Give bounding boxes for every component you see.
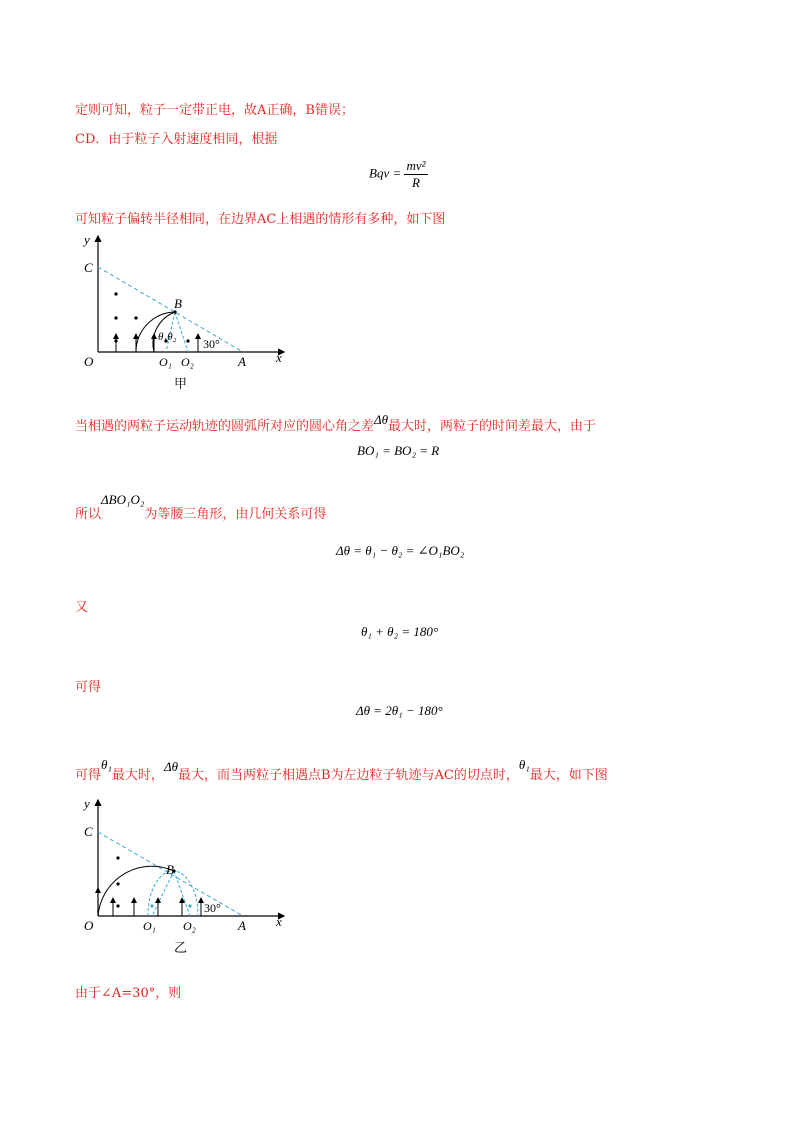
equation-radii: BO₁ = BO₂ = R	[357, 443, 440, 458]
caption-jia: 甲	[174, 376, 188, 391]
label-y: y	[84, 796, 90, 811]
particle-dot	[186, 339, 189, 342]
figure-jia	[70, 228, 310, 396]
label-o1: O₁	[143, 919, 156, 933]
text-line-4	[75, 412, 597, 434]
label-theta: θ₁θ₂	[158, 331, 177, 343]
label-c: C	[84, 260, 93, 275]
particle-dot	[116, 904, 119, 907]
text-line-8-part4: 最大，如下图	[529, 768, 608, 783]
particle-dot	[134, 316, 137, 319]
equation-lorentz	[369, 158, 428, 191]
particle-dot	[114, 292, 117, 295]
equation-sum: θ₁ + θ₂ = 180°	[361, 624, 439, 639]
text-line-4-part1: 当相遇的两粒子运动轨迹的圆弧所对应的圆心角之差	[75, 419, 375, 434]
label-b: B	[166, 862, 174, 877]
text-line-1: 定则可知，粒子一定带正电，故A正确，B错误；	[75, 103, 354, 118]
text-line-5	[75, 492, 327, 522]
caption-yi: 乙	[174, 940, 188, 955]
equation-delta-theta: Δθ = θ₁ − θ₂ = ∠O₁BO₂	[336, 543, 465, 558]
text-line-5-part1: 所以	[75, 507, 102, 522]
label-x: x	[276, 914, 282, 929]
text-line-8-part2: 最大时，	[111, 768, 164, 783]
text-line-8-part1: 可得	[75, 768, 102, 783]
particle-dot	[114, 316, 117, 319]
label-angle: 30°	[204, 901, 221, 915]
text-line-5-part2: 为等腰三角形，由几何关系可得	[144, 507, 327, 522]
eq1-denominator: R	[412, 175, 420, 190]
label-o: O	[84, 918, 94, 933]
text-line-8-part3: 最大，而当两粒子相遇点B为左边粒子轨迹与AC的切点时，	[177, 768, 519, 783]
equation-result: Δθ = 2θ₁ − 180°	[356, 703, 443, 718]
radius-bo2	[175, 312, 188, 352]
label-o: O	[84, 354, 94, 369]
arc-1	[98, 866, 174, 916]
text-line-2: CD．由于粒子入射速度相同，根据	[75, 132, 278, 147]
inline-delta-theta: Δθ	[374, 412, 389, 427]
label-o1: O₁	[159, 355, 172, 369]
center-o2	[188, 904, 191, 907]
eq1-left: Bqv =	[369, 165, 402, 181]
inline-triangle: ΔBO₁O₂	[101, 492, 145, 507]
text-line-6: 又	[75, 600, 89, 615]
label-a: A	[238, 918, 246, 933]
inline-theta1: θ₁	[518, 757, 530, 772]
text-line-4-part2: 最大时，两粒子的时间差最大，由于	[388, 419, 597, 434]
particle-dot	[116, 856, 119, 859]
text-line-7: 可得	[75, 680, 102, 695]
eq1-numerator: mv²	[406, 158, 426, 173]
label-o2: O₂	[183, 919, 196, 933]
particle-dot	[114, 339, 117, 342]
text-line-3: 可知粒子偏转半径相同，在边界AC上相遇的情形有多种，如下图	[75, 212, 446, 227]
inline-delta-theta: Δθ	[163, 759, 178, 774]
particle-dot	[116, 882, 119, 885]
label-angle: 30°	[203, 337, 220, 351]
radius-bo1	[152, 871, 174, 916]
eq1-fraction	[404, 158, 427, 191]
label-y: y	[84, 232, 90, 247]
text-line-8	[75, 757, 608, 783]
label-o2: O₂	[181, 355, 194, 369]
figure-yi	[70, 792, 310, 960]
text-line-9: 由于∠A=30°，则	[75, 986, 182, 1001]
label-b: B	[174, 296, 182, 311]
inline-theta1: θ₁	[101, 757, 112, 772]
label-c: C	[84, 824, 93, 839]
center-o1	[150, 904, 153, 907]
label-x: x	[276, 350, 282, 365]
label-a: A	[238, 354, 246, 369]
